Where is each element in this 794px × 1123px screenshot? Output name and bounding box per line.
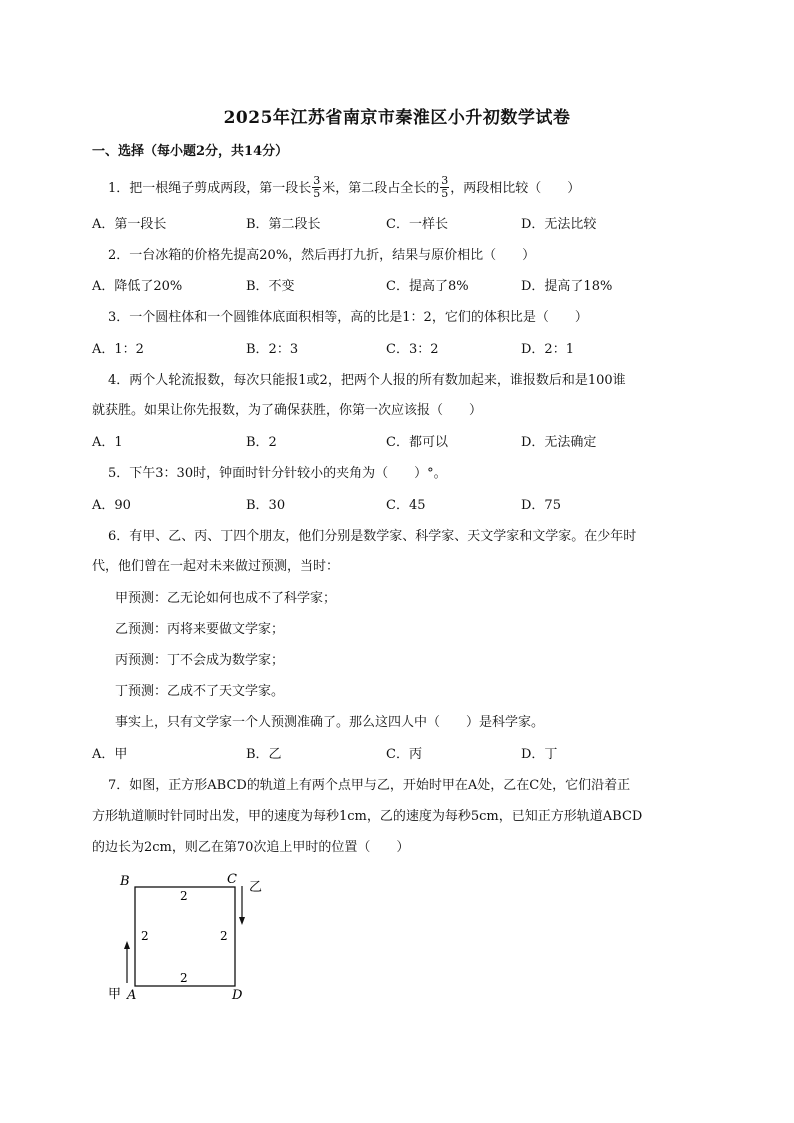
q5-option-a: A．90	[92, 498, 131, 513]
q5-option-c: C．45	[386, 498, 426, 513]
q4-option-c: C．都可以	[386, 435, 448, 450]
fraction-2	[440, 175, 449, 200]
q3-option-d: D．2：1	[521, 342, 574, 357]
q5-option-d: D．75	[521, 498, 561, 513]
question-5: 5．下午3：30时，钟面时针分针较小的夹角为（ ）°。	[108, 466, 447, 481]
question-7-line-3: 的边长为2cm，则乙在第70次追上甲时的位置（ ）	[92, 840, 410, 855]
question-1-text-c: ，两段相比较（ ）	[450, 181, 581, 196]
question-1-text-b: 米，第二段占全长的	[322, 181, 440, 196]
arrow-yi-head	[239, 917, 245, 925]
question-2: 2．一台冰箱的价格先提高20%，然后再打九折，结果与原价相比（ ）	[108, 248, 536, 263]
vertex-label-d: D	[232, 988, 243, 1003]
q4-option-d: D．无法确定	[521, 435, 597, 450]
question-4-line-2: 就获胜。如果让你先报数，为了确保获胜，你第一次应该报（ ）	[92, 403, 483, 418]
square-figure	[100, 866, 280, 1006]
question-1	[108, 176, 580, 201]
fraction-1	[312, 175, 321, 200]
q1-option-b: B．第二段长	[246, 217, 321, 232]
q2-option-a: A．降低了20%	[92, 279, 183, 294]
q4-option-a: A．1	[92, 435, 123, 450]
label-yi: 乙	[249, 880, 263, 895]
vertex-label-b: B	[120, 874, 130, 889]
q2-option-d: D．提高了18%	[521, 279, 613, 294]
q6-option-d: D．丁	[521, 747, 558, 762]
vertex-label-a: A	[127, 988, 137, 1003]
question-6-line-3: 事实上，只有文学家一个人预测准确了。那么这四人中（ ）是科学家。	[115, 715, 545, 730]
q2-option-c: C．提高了8%	[386, 279, 469, 294]
prediction-ding: 丁预测：乙成不了天文学家。	[115, 684, 285, 699]
prediction-bing: 丙预测：丁不会成为数学家；	[115, 653, 285, 668]
q3-option-c: C．3：2	[386, 342, 439, 357]
q3-option-b: B．2：3	[246, 342, 299, 357]
question-7-line-2: 方形轨道顺时针同时出发，甲的速度为每秒1cm，乙的速度为每秒5cm，已知正方形轨道ABCD	[92, 809, 643, 824]
side-label-top: 2	[180, 889, 188, 903]
label-jia: 甲	[108, 987, 122, 1002]
question-7-line-1: 7．如图，正方形ABCD的轨道上有两个点甲与乙，开始时甲在A处，乙在C处，它们沿着正	[108, 778, 631, 793]
section-heading: 一、选择（每小题2分，共14分）	[92, 144, 289, 159]
question-6-line-2: 代，他们曾在一起对未来做过预测，当时：	[92, 559, 340, 574]
fraction-2-denominator: 5	[441, 187, 449, 200]
q6-option-a: A．甲	[92, 747, 128, 762]
side-label-left: 2	[141, 929, 149, 943]
fraction-1-numerator: 3	[313, 174, 321, 187]
vertex-label-c: C	[227, 872, 237, 887]
q5-option-b: B．30	[246, 498, 286, 513]
q6-option-b: B．乙	[246, 747, 282, 762]
prediction-jia: 甲预测：乙无论如何也成不了科学家；	[115, 591, 337, 606]
square-diagram	[100, 866, 280, 1006]
fraction-1-denominator: 5	[313, 187, 321, 200]
q3-option-a: A．1：2	[92, 342, 144, 357]
q4-option-b: B．2	[246, 435, 277, 450]
q6-option-c: C．丙	[386, 747, 422, 762]
prediction-yi: 乙预测：丙将来要做文学家；	[115, 622, 285, 637]
q1-option-c: C．一样长	[386, 217, 448, 232]
question-3: 3．一个圆柱体和一个圆锥体底面积相等，高的比是1：2，它们的体积比是（ ）	[108, 310, 588, 325]
q1-option-a: A．第一段长	[92, 217, 167, 232]
side-label-right: 2	[220, 929, 228, 943]
question-6-line-1: 6．有甲、乙、丙、丁四个朋友，他们分别是数学家、科学家、天文学家和文学家。在少年时	[108, 529, 637, 544]
fraction-2-numerator: 3	[441, 174, 449, 187]
q1-option-d: D．无法比较	[521, 217, 597, 232]
page-title: 2025年江苏省南京市秦淮区小升初数学试卷	[223, 108, 571, 128]
question-4-line-1: 4．两个人轮流报数，每次只能报1或2，把两个人报的所有数加起来，谁报数后和是100谁	[108, 373, 626, 388]
side-label-bottom: 2	[180, 971, 188, 985]
q2-option-b: B．不变	[246, 279, 295, 294]
question-1-text-a: 1．把一根绳子剪成两段，第一段长	[108, 181, 312, 196]
arrow-jia-head	[124, 941, 130, 949]
